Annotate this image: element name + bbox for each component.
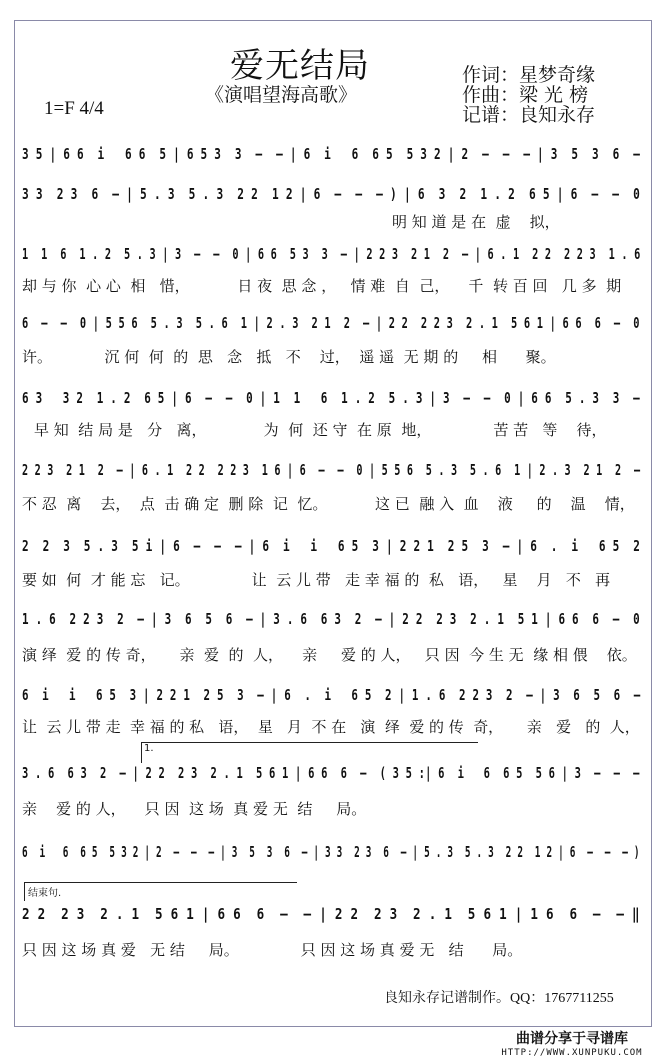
footer-credit: 良知永存记谱制作。QQ：1767711255 xyxy=(384,991,614,1006)
notation-line: 3 . 6 6 3 2 – | 2 2 2 3 2 . 1 5 6 1 | 6 6 6 – ( 3 5 :| 6 i 6 6 5 5 6 | 3 – – – xyxy=(22,764,640,782)
key-signature: 1=F 4/4 xyxy=(44,98,104,119)
lyricist-credit: 作词：星梦奇缘 xyxy=(462,64,596,86)
notation-line: 2 2 2 3 2 . 1 5 6 1 | 6 6 6 – – | 2 2 2 3 2 . 1 5 6 1 | 1 6 6 – – ‖ xyxy=(22,905,640,923)
watermark-badge xyxy=(497,1028,647,1058)
watermark-url: HTTP://WWW.XUNPUKU.COM xyxy=(501,1048,643,1058)
notation-line: 3 3 2 3 6 – | 5 . 3 5 . 3 2 2 1 2 | 6 – – – ) | 6 3 2 1 . 2 6 5 | 6 – – 0 xyxy=(22,185,641,203)
lyric-line: 许。 沉 何 何 的 思 念 抵 不 过， 遥 遥 无 期 的 相 聚。 xyxy=(22,348,556,366)
notation-line: 6 3 3 2 1 . 2 6 5 | 6 – – 0 | 1 1 6 1 . 2 5 . 3 | 3 – – 0 | 6 6 5 . 3 3 – xyxy=(22,389,640,407)
lyric-line: 早 知 结 局 是 分 离， 为 何 还 守 在 原 地， 苦 苦 等 待， xyxy=(34,421,607,439)
page-frame xyxy=(14,20,652,1027)
song-title: 爱无结局 xyxy=(230,46,370,86)
lyric-line: 不 忍 离 去， 点 击 确 定 删 除 记 忆。 这 已 融 入 血 液 的 温 情， xyxy=(22,495,635,513)
notation-line: 6 i i 6 5 3 | 2 2 1 2 5 3 – | 6 . i 6 5 2 | 1 . 6 2 2 3 2 – | 3 6 5 6 – xyxy=(22,686,641,704)
lyric-line: 演 绎 爱 的 传 奇， 亲 爱 的 人， 亲 爱 的 人， 只 因 今 生 无 缘 相 偎 依。 xyxy=(22,646,637,664)
volta-bracket-1 xyxy=(141,742,478,763)
song-subtitle: 《演唱望海高歌》 xyxy=(205,85,358,106)
notation-line: 2 2 3 5 . 3 5 i | 6 – – – | 6 i i 6 5 3 | 2 2 1 2 5 3 – | 6 . i 6 5 2 xyxy=(22,537,641,555)
watermark-title: 曲谱分享于寻谱库 xyxy=(516,1031,628,1047)
ending-label: 结束句. xyxy=(28,888,62,899)
ending-bracket xyxy=(24,882,297,901)
lyric-line: 只 因 这 场 真 爱 无 结 局。 只 因 这 场 真 爱 无 结 局。 xyxy=(22,941,523,959)
notation-line: 1 . 6 2 2 3 2 – | 3 6 5 6 – | 3 . 6 6 3 2 – | 2 2 2 3 2 . 1 5 1 | 6 6 6 – 0 xyxy=(22,610,640,628)
lyric-line: 亲 爱 的 人， 只 因 这 场 真 爱 无 结 局。 xyxy=(22,800,367,818)
notation-line: 6 i 6 6 5 5 3 2 | 2 – – – | 3 5 3 6 – | 3 3 2 3 6 – | 5 . 3 5 . 3 2 2 1 2 | 6 – – – ) xyxy=(22,843,640,861)
lyric-line: 要 如 何 才 能 忘 记。 让 云 儿 带 走 幸 福 的 私 语， 星 月 不 再 xyxy=(22,571,611,589)
notation-line: 1 1 6 1 . 2 5 . 3 | 3 – – 0 | 6 6 5 3 3 – | 2 2 3 2 1 2 – | 6 . 1 2 2 2 2 3 1 . 6 xyxy=(22,245,641,263)
lyric-line: 明 知 道 是 在 虚 拟， xyxy=(392,213,560,231)
volta-label: 1. xyxy=(144,743,154,754)
lyric-line: 让 云 儿 带 走 幸 福 的 私 语， 星 月 不 在 演 绎 爱 的 传 奇， 亲 爱 的 人， xyxy=(22,718,640,736)
lyric-line: 却 与 你 心 心 相 惜， 日 夜 思 念 ， 情 难 自 己， 千 转 百 回 几 多 期 xyxy=(22,277,622,295)
composer-credit: 作曲：梁 光 榜 xyxy=(462,84,589,106)
notation-line: 2 2 3 2 1 2 – | 6 . 1 2 2 2 2 3 1 6 | 6 – – 0 | 5 5 6 5 . 3 5 . 6 1 | 2 . 3 2 1 2 – xyxy=(22,461,641,479)
notation-line: 3 5 | 6 6 i 6 6 5 | 6 5 3 3 – – | 6 i 6 6 5 5 3 2 | 2 – – – | 3 5 3 6 – xyxy=(22,145,641,163)
transcriber-credit: 记谱：良知永存 xyxy=(462,104,596,126)
notation-line: 6 – – 0 | 5 5 6 5 . 3 5 . 6 1 | 2 . 3 2 1 2 – | 2 2 2 2 3 2 . 1 5 6 1 | 6 6 6 – 0 xyxy=(22,314,640,332)
